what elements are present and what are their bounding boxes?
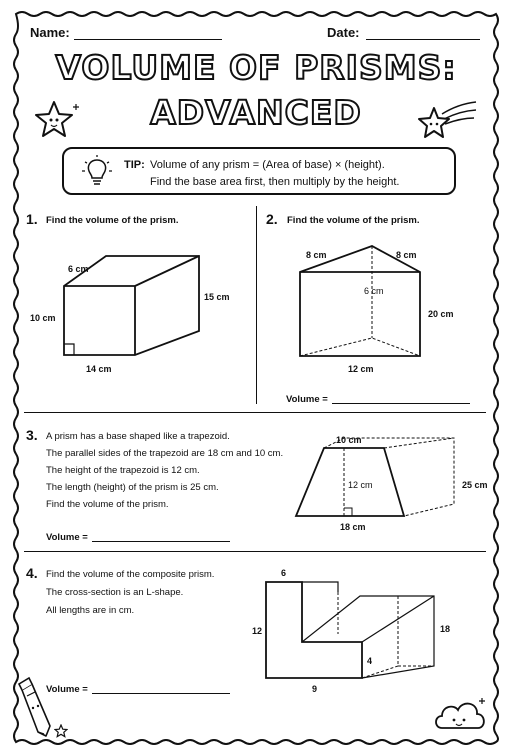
q1-dim-bottom: 14 cm: [86, 364, 112, 374]
q2-volume-field[interactable]: [332, 402, 470, 404]
q3-dim-bottom: 18 cm: [340, 522, 366, 532]
q3-line-2: The height of the trapezoid is 12 cm.: [46, 465, 200, 476]
q3-line-1: The parallel sides of the trapezoid are 18 cm and 10 cm.: [46, 448, 284, 459]
q4-number: 4.: [26, 565, 38, 581]
q3-line-0: A prism has a base shaped like a trapezoid.: [46, 431, 230, 442]
divider-2: [24, 551, 486, 552]
cloud-icon: [432, 694, 488, 734]
tip-line1: Volume of any prism = (Area of base) × (height).: [150, 159, 385, 171]
q2-dim-base: 12 cm: [348, 364, 374, 374]
q4-volume-field[interactable]: [92, 692, 230, 694]
q3-trapezoid-prism-diagram: [294, 434, 466, 520]
small-star-icon: [54, 724, 68, 738]
q1-dim-top: 6 cm: [68, 264, 89, 274]
q1-text: Find the volume of the prism.: [46, 215, 179, 226]
q4-dim-bottom: 9: [312, 684, 318, 694]
q4-dim-left: 12: [252, 626, 263, 636]
tip-line2: Find the base area first, then multiply by the height.: [150, 176, 400, 188]
q3-number: 3.: [26, 427, 38, 443]
q1-number: 1.: [26, 211, 38, 227]
q3-volume-field[interactable]: [92, 540, 230, 542]
divider-vertical: [256, 206, 257, 404]
q4-line-0: Find the volume of the composite prism.: [46, 569, 215, 580]
q4-line-2: All lengths are in cm.: [46, 605, 135, 616]
name-label: Name:: [30, 25, 70, 40]
page-title-line2: ADVANCED: [150, 93, 362, 132]
date-label: Date:: [327, 25, 360, 40]
q3-line-3: The length (height) of the prism is 25 cm.: [46, 482, 219, 493]
q2-text: Find the volume of the prism.: [287, 215, 420, 226]
q2-dim-height: 6 cm: [364, 286, 384, 296]
q2-number: 2.: [266, 211, 278, 227]
q1-dim-side: 15 cm: [204, 292, 230, 302]
q2-dim-right-edge: 8 cm: [396, 250, 417, 260]
tip-label: TIP:: [124, 159, 145, 171]
q4-l-prism-diagram: [262, 578, 438, 682]
pencil-icon: [16, 676, 56, 742]
q2-dim-left-edge: 8 cm: [306, 250, 327, 260]
q3-volume-label: Volume =: [46, 532, 88, 543]
q3-dim-length: 25 cm: [462, 480, 488, 490]
q4-volume-label: Volume =: [46, 684, 88, 695]
q3-dim-top: 10 cm: [336, 435, 362, 445]
q2-dim-depth: 20 cm: [428, 309, 454, 319]
q4-line-1: The cross-section is an L-shape.: [46, 587, 184, 598]
page-title-line1: VOLUME OF PRISMS:: [55, 48, 457, 87]
date-field[interactable]: [366, 27, 480, 40]
lightbulb-icon: [80, 154, 114, 190]
q4-dim-depth: 18: [440, 624, 451, 634]
name-field[interactable]: [74, 27, 222, 40]
q3-line-4: Find the volume of the prism.: [46, 499, 169, 510]
q4-dim-top: 6: [281, 568, 287, 578]
q1-dim-left: 10 cm: [30, 313, 56, 323]
q3-dim-height: 12 cm: [348, 480, 373, 490]
q2-volume-label: Volume =: [286, 394, 328, 405]
divider-1: [24, 412, 486, 413]
q4-dim-inner: 4: [367, 656, 373, 666]
